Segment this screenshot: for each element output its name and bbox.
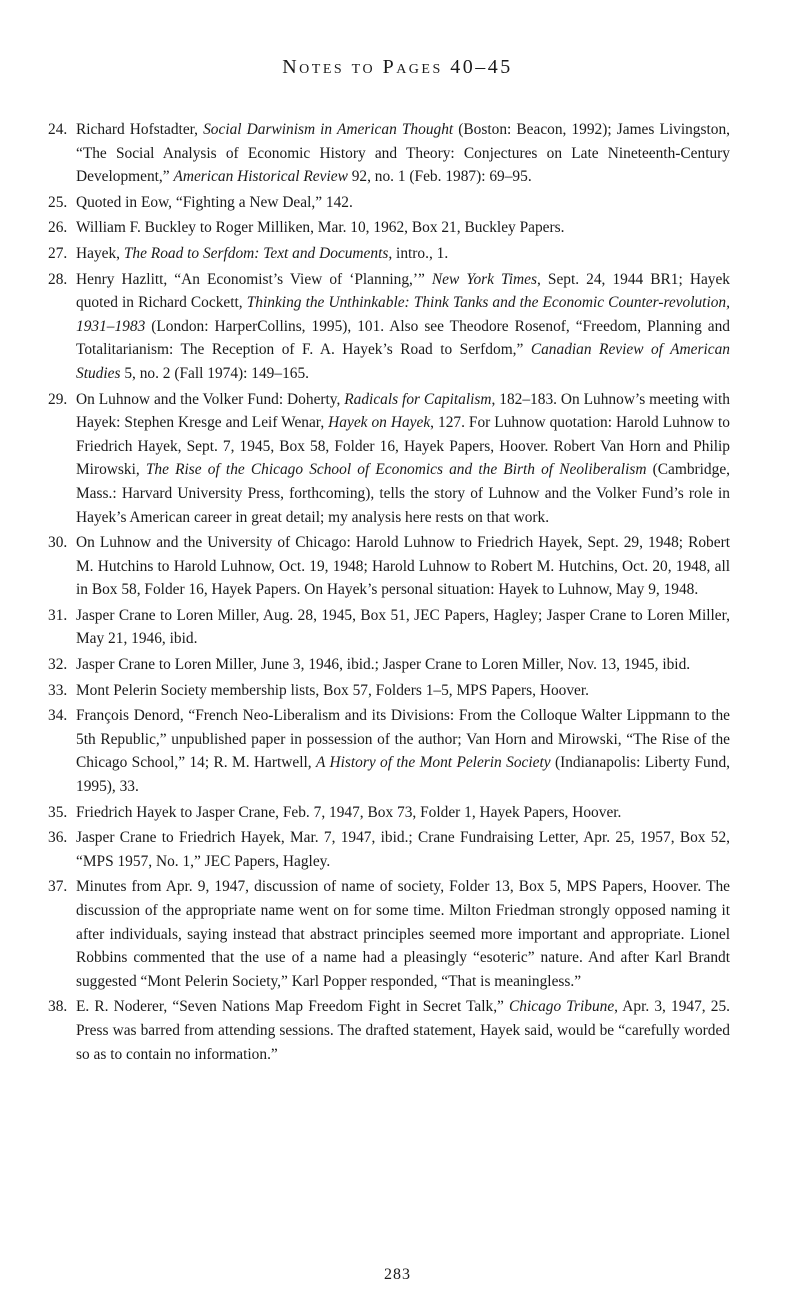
text-run: Hayek, <box>76 244 124 262</box>
endnote-text <box>76 219 564 236</box>
endnote-text <box>76 998 730 1062</box>
endnote-text <box>76 682 589 699</box>
italic-title: Canadian Review of American Studies <box>76 341 730 382</box>
endnote-text <box>76 121 730 185</box>
text-run: William F. Buckley to Roger Milliken, Mar. 10, 1962, Box 21, Buckley Papers. <box>76 219 565 237</box>
endnote <box>48 191 730 215</box>
text-run: Mont Pelerin Society membership lists, Box 57, Folders 1–5, MPS Papers, Hoover. <box>76 681 590 699</box>
endnote-number: 27. <box>48 244 68 262</box>
text-run: Jasper Crane to Friedrich Hayek, Mar. 7, 1947, ibid.; Crane Fundraising Letter, Apr. 25, 1957, Box 52, “MPS 1957, No. 1,” JEC Papers, Hagley. <box>76 829 730 870</box>
page-number: 283 <box>384 1266 411 1283</box>
text-run: François Denord, “French Neo-Liberalism and its Divisions: From the Colloque Walter Lippmann to the 5th Republic,” unpublished paper in possession of the author; Van Horn and Mirowski, “The Rise of the Chicago School,” 14; R. M. Hartwell, <box>76 707 730 772</box>
endnote-number: 35. <box>48 803 68 821</box>
endnote-text <box>76 391 730 526</box>
text-run: , Sept. 24, 1944 BR1; Hayek quoted in Richard Cockett, <box>76 270 731 312</box>
text-run: Friedrich Hayek to Jasper Crane, Feb. 7, 1947, Box 73, Folder 1, Hayek Papers, Hoover. <box>76 803 622 821</box>
text-run: intro., 1. <box>392 244 449 262</box>
text-run: , 127. For Luhnow quotation: Harold Luhnow to Friedrich Hayek, Sept. 7, 1945, Box 58, Folder 16, Hayek Papers, Hoover. Robert Van Horn and Philip Mirowski, <box>76 414 730 479</box>
endnote-number: 25. <box>48 193 68 211</box>
italic-title: Social Darwinism in American Thought <box>203 121 454 138</box>
italic-title: Chicago Tribune <box>509 998 615 1016</box>
endnote <box>48 531 730 602</box>
endnote <box>48 268 730 386</box>
endnote <box>48 679 730 703</box>
text-run: Jasper Crane to Loren Miller, June 3, 1946, ibid.; Jasper Crane to Loren Miller, Nov. 13, 1945, ibid. <box>76 656 691 674</box>
endnote-number: 34. <box>48 707 68 725</box>
endnote <box>48 826 730 873</box>
endnote-text <box>76 534 730 598</box>
text-run: Quoted in Eow, “Fighting a New Deal,” 142. <box>76 193 353 211</box>
endnote-number: 36. <box>48 829 68 847</box>
endnote-text <box>76 878 730 989</box>
text-run: Henry Hazlitt, “An Economist’s View of ‘Planning,’” <box>76 270 432 288</box>
italic-title: The Road to Serfdom: Text and Documents, <box>123 244 393 262</box>
text-run: Jasper Crane to Loren Miller, Aug. 28, 1945, Box 51, JEC Papers, Hagley; Jasper Crane to Loren Miller, May 21, 1946, ibid. <box>76 606 730 648</box>
endnote-text <box>76 804 621 821</box>
italic-title: American Historical Review <box>173 168 348 186</box>
page-header: Notes to Pages 40–45 <box>282 56 513 78</box>
endnote-text <box>76 245 448 262</box>
endnote <box>48 118 730 189</box>
italic-title: Hayek on Hayek <box>328 414 431 432</box>
endnote <box>48 995 730 1066</box>
endnote <box>48 604 730 651</box>
endnote-number: 38. <box>48 998 68 1016</box>
text-run: 92, no. 1 (Feb. 1987): 69–95. <box>347 168 532 186</box>
text-run: (Boston: Beacon, 1992); James Livingston, “The Social Analysis of Economic History and Theory: Conjectures on Late Nineteenth-Century Development,” <box>76 121 730 186</box>
text-run: (Indianapolis: Liberty Fund, 1995), 33. <box>76 754 730 796</box>
endnote <box>48 216 730 240</box>
endnote-number: 32. <box>48 656 68 674</box>
endnote-number: 26. <box>48 219 68 237</box>
text-run: Minutes from Apr. 9, 1947, discussion of name of society, Folder 13, Box 5, MPS Papers, Hoover. The discussion of the appropriate name went on for some time. Milton Friedman strongly opposed naming it after individuals, saying instead that abstract principles seemed more important and appropriate. Lionel Robbins commented that the use of a name had a pleasingly “esoteric” nature. And after Karl Brandt suggested “Mont Pelerin Society,” Karl Popper responded, “That is meaningless.” <box>76 878 730 990</box>
italic-title: The Rise of the Chicago School of Economics and the Birth of Neoliberalism <box>145 461 647 479</box>
text-run: (Cambridge, Mass.: Harvard University Press, forthcoming), tells the story of Luhnow and the Volker Fund’s role in Hayek’s American career in great detail; my analysis here rests on that work. <box>76 461 730 526</box>
endnote <box>48 704 730 798</box>
endnote-number: 31. <box>48 606 68 624</box>
endnote-text <box>76 194 353 211</box>
italic-title: New York Times <box>431 270 537 288</box>
text-run: (London: HarperCollins, 1995), 101. Also see Theodore Rosenof, “Freedom, Planning and Totalitarianism: The Reception of F. A. Hayek’s Road to Serfdom,” <box>76 317 730 359</box>
endnote-number: 33. <box>48 681 68 699</box>
italic-title: A History of the Mont Pelerin Society <box>316 754 551 772</box>
endnote-text <box>76 271 730 382</box>
endnote <box>48 875 730 993</box>
endnote-number: 28. <box>48 270 68 288</box>
endnote-number: 24. <box>48 121 68 138</box>
endnote-number: 37. <box>48 878 68 896</box>
endnote <box>48 653 730 677</box>
endnote-number: 30. <box>48 534 68 552</box>
endnote <box>48 388 730 530</box>
endnote-text <box>76 707 730 795</box>
endnote-text <box>76 656 690 673</box>
text-run: 5, no. 2 (Fall 1974): 149–165. <box>120 364 309 382</box>
endnote-text <box>76 607 730 648</box>
endnote-number: 29. <box>48 390 68 408</box>
text-run: , Apr. 3, 1947, 25. Press was barred from attending sessions. The drafted statement, Hayek said, would be “carefully worded so as to contain no information.” <box>76 998 730 1063</box>
text-run: E. R. Noderer, “Seven Nations Map Freedom Fight in Secret Talk,” <box>76 998 509 1016</box>
italic-title: Radicals for Capitalism <box>344 390 492 408</box>
endnote <box>48 801 730 825</box>
text-run: Richard Hofstadter, <box>76 121 204 138</box>
notes-list <box>48 118 730 1068</box>
text-run: On Luhnow and the Volker Fund: Doherty, <box>76 390 345 408</box>
endnote <box>48 242 730 266</box>
endnote-text <box>76 829 730 870</box>
italic-title: Thinking the Unthinkable: Think Tanks and the Economic Counter-revolution, 1931–1983 <box>76 294 730 335</box>
text-run: , 182–183. On Luhnow’s meeting with Hayek: Stephen Kresge and Leif Wenar, <box>76 390 730 432</box>
text-run: On Luhnow and the University of Chicago: Harold Luhnow to Friedrich Hayek, Sept. 29, 1948; Robert M. Hutchins to Harold Luhnow, Oct. 19, 1948; Harold Luhnow to Robert M. Hutchins, Oct. 20, 1948, all in Box 58, Folder 16, Hayek Papers. On Hayek’s personal situation: Hayek to Luhnow, May 9, 1948. <box>76 534 730 599</box>
